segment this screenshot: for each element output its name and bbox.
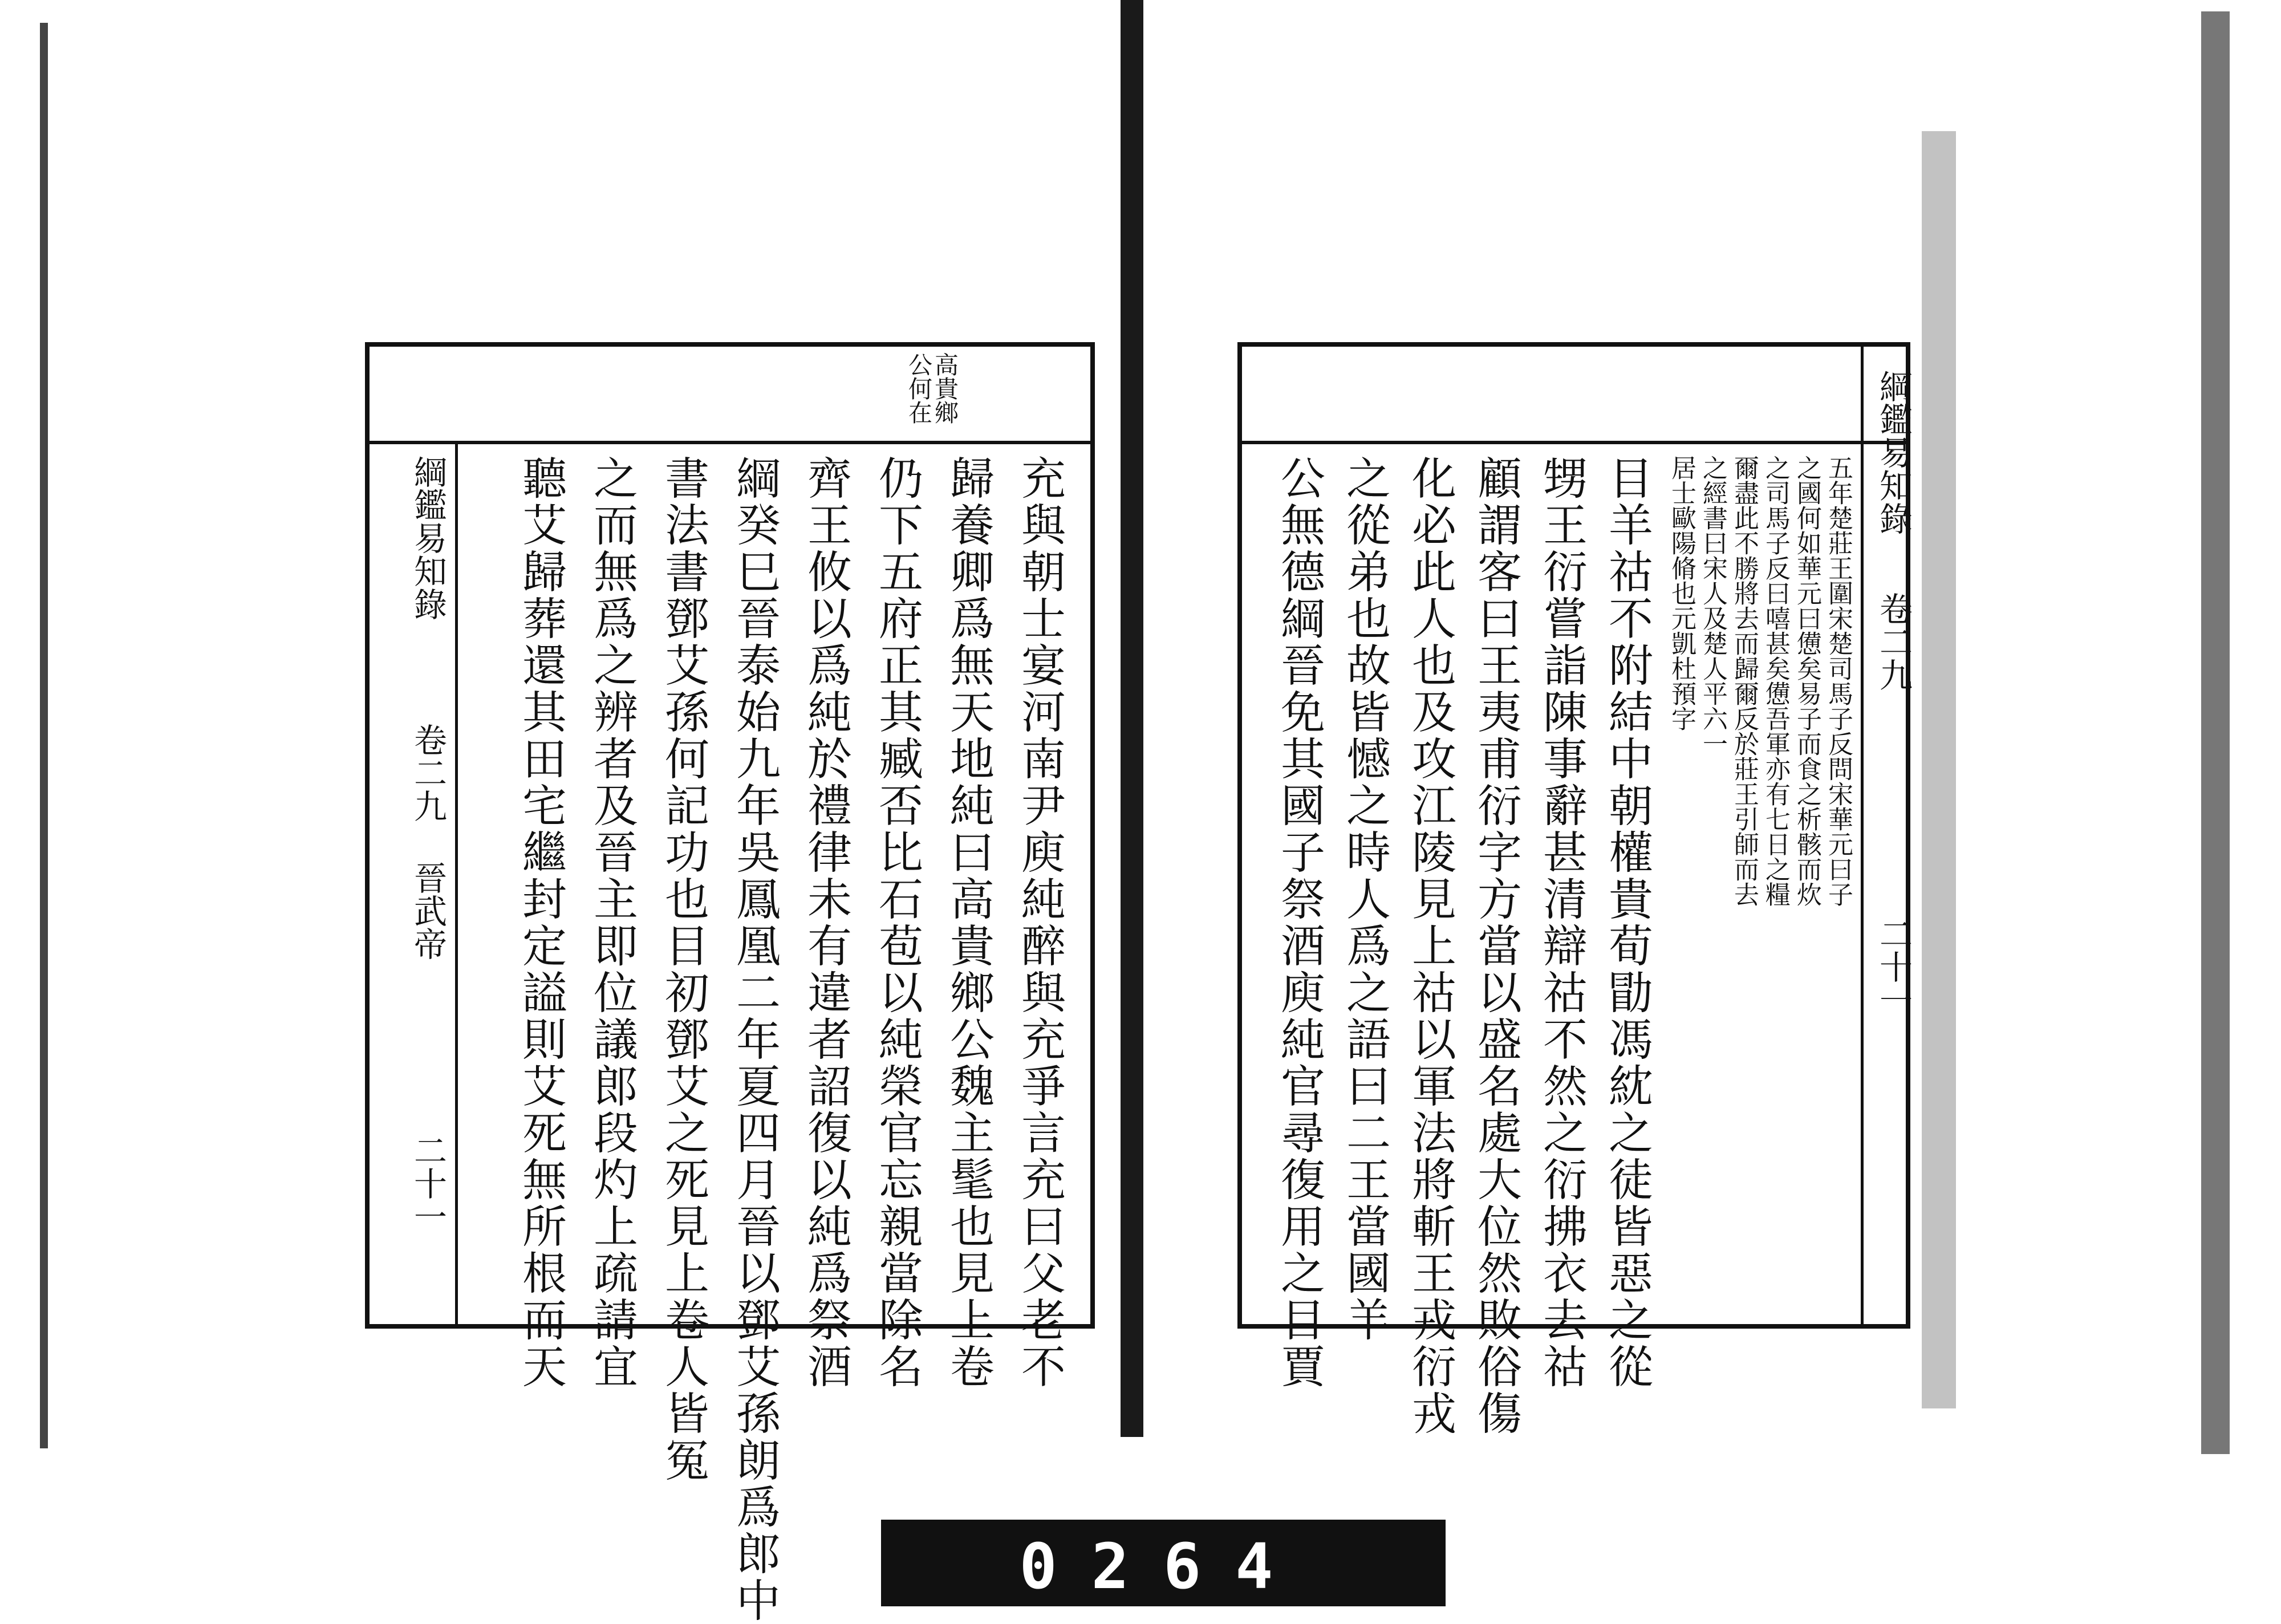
note-column: 之司馬子反曰嘻甚矣憊吾軍亦有七日之糧 xyxy=(1761,455,1790,907)
note-column: 之經書曰宋人及楚人平六一 xyxy=(1698,455,1727,756)
margin-folio: 二十一 xyxy=(1874,917,1913,1016)
margin-volume: 卷二九 晉武帝 xyxy=(408,723,447,960)
text-column: 聽艾歸葬還其田宅繼封定謚則艾死無所根而天 xyxy=(515,455,566,1390)
text-column: 化必此人也及攻江陵見上祜以軍法將斬王戎衍戎 xyxy=(1405,455,1456,1437)
text-column: 甥王衍嘗詣陳事辭甚清辯祜不然之衍拂衣去祜 xyxy=(1536,455,1587,1390)
text-column: 之而無爲之辨者及晉主即位議郎段灼上疏請宜 xyxy=(586,455,638,1390)
text-column: 充與朝士宴河南尹庾純醉與充爭言充曰父老不 xyxy=(1014,455,1065,1390)
text-column: 歸養卿爲無天地純曰高貴鄉公魏主髦也見上卷 xyxy=(943,455,994,1390)
note-column: 居士歐陽脩也元凱杜預字 xyxy=(1667,455,1696,731)
text-column: 之從弟也故皆憾之時人爲之語曰二王當國羊 xyxy=(1339,455,1390,1343)
header-note: 高貴鄉公何在 xyxy=(905,352,959,424)
text-column: 書法書鄧艾孫何記功也目初鄧艾之死見上卷人皆冤 xyxy=(657,455,709,1484)
scan-number: 0264 xyxy=(1019,1530,1308,1603)
right-header-band xyxy=(1242,347,1906,444)
margin-folio: 二十一 xyxy=(408,1134,447,1233)
page-stack-edge xyxy=(1922,131,1956,1408)
text-column: 齊王攸以爲純於禮律未有違者詔復以純爲祭酒 xyxy=(800,455,851,1390)
left-header-band xyxy=(370,347,1090,444)
text-column: 仍下五府正其臧否比石苞以純榮官忘親當除名 xyxy=(871,455,923,1390)
scan-edge-right xyxy=(2201,11,2230,1454)
right-page xyxy=(1237,342,1913,1437)
note-column: 之國何如華元曰憊矣易子而食之析骸而炊 xyxy=(1792,455,1821,907)
left-page xyxy=(365,342,1095,1624)
margin-strip-rule xyxy=(1861,347,1864,1325)
book-gutter xyxy=(1121,0,1143,1437)
scan-edge-left xyxy=(40,23,48,1448)
text-column: 顧謂客曰王夷甫衍字方當以盛名處大位然敗俗傷 xyxy=(1470,455,1521,1437)
note-column: 爾盡此不勝將去而歸爾反於莊王引師而去 xyxy=(1730,455,1759,907)
margin-title: 綱鑑易知錄 xyxy=(408,455,447,620)
margin-title: 綱鑑易知錄 xyxy=(1874,370,1913,535)
margin-volume: 卷二九 xyxy=(1874,592,1913,691)
text-column: 目羊祜不附結中朝權貴荀勖馮紞之徒皆惡之從 xyxy=(1601,455,1653,1390)
note-column: 五年楚莊王圍宋楚司馬子反問宋華元曰子 xyxy=(1824,455,1853,907)
scan-number-label xyxy=(881,1520,1446,1606)
margin-strip-rule xyxy=(455,444,458,1325)
text-column: 綱癸巳晉泰始九年吳鳳凰二年夏四月晉以鄧艾孫朗爲郎中 xyxy=(729,455,780,1624)
text-column: 公無德綱晉免其國子祭酒庾純官尋復用之目賈 xyxy=(1273,455,1325,1390)
